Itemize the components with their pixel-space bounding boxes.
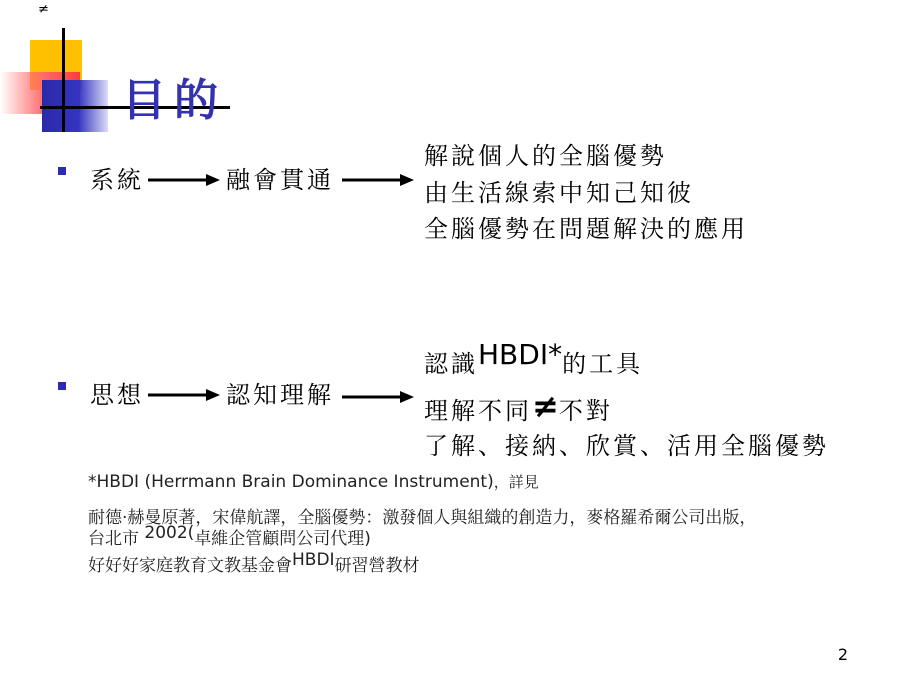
corner-mark: ≠	[38, 2, 49, 17]
note-line-1	[88, 471, 539, 492]
row2-left-text: 思想	[90, 381, 144, 409]
row1-left-text: 系統	[90, 166, 144, 194]
hbdi-label: HBDI*	[478, 338, 563, 371]
note-agent: 卓維企管顧問公司代理)	[194, 529, 371, 549]
note-line-3	[88, 524, 371, 549]
row2-right-line-2	[424, 389, 613, 427]
note-hbdi-english: *HBDI (Herrmann Brain Dominance Instrument)	[88, 472, 494, 492]
note-foundation: 好好好家庭教育文教基金會	[88, 556, 292, 576]
note-city: 台北市	[88, 529, 145, 549]
bullet-icon	[58, 382, 66, 390]
arrow-right-icon	[148, 172, 220, 188]
note-year: 2002(	[144, 523, 195, 543]
page-number: 2	[837, 645, 848, 664]
arrow-right-icon	[148, 387, 220, 403]
bullet-icon	[58, 167, 66, 175]
diff-prefix: 理解不同	[424, 397, 532, 425]
hbdi-prefix: 認識	[424, 350, 478, 378]
hbdi-suffix: 的工具	[562, 350, 644, 378]
diff-suffix: 不對	[558, 397, 613, 425]
row2-right-line-3: 了解、接納、欣賞、活用全腦優勢	[424, 432, 829, 460]
note-line-2: 耐德‧赫曼原著，宋偉航譯，全腦優勢：激發個人與組織的創造力，麥格羅希爾公司出版，	[88, 508, 757, 528]
row1-middle-text: 融會貫通	[226, 166, 334, 194]
slide-title: 目的	[122, 75, 226, 126]
arrow-right-icon	[342, 172, 414, 188]
not-equal-icon: ≠	[532, 387, 559, 425]
row1-right-line-2: 由生活線索中知己知彼	[424, 179, 694, 207]
arrow-right-icon	[342, 389, 414, 405]
note-line-4	[88, 551, 420, 576]
note-see-also: ，詳見	[493, 473, 539, 491]
row1-right-line-3: 全腦優勢在問題解決的應用	[424, 215, 748, 243]
note-hbdi: HBDI	[292, 550, 335, 570]
row2-right-line-1	[424, 338, 644, 379]
decor-vertical-line	[62, 28, 65, 132]
row2-middle-text: 認知理解	[226, 381, 334, 409]
note-course-material: 研習營教材	[334, 556, 420, 576]
row1-right-line-1: 解說個人的全腦優勢	[424, 142, 667, 170]
